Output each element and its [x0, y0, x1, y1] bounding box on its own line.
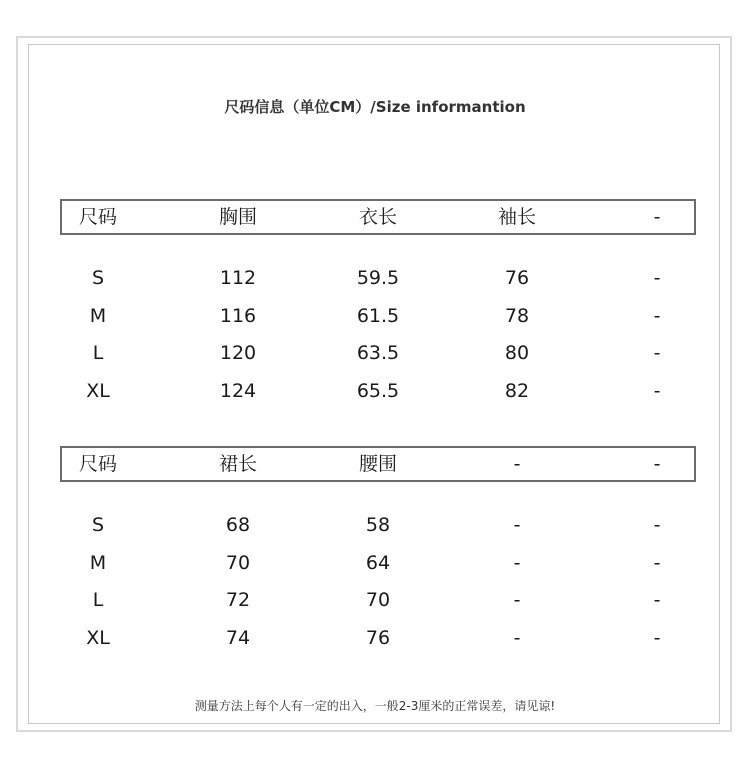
table2-extra1: -: [513, 589, 521, 611]
table2-header-waist: 腰围: [358, 453, 397, 475]
table2-header-extra1: -: [513, 453, 521, 475]
table2-size: S: [91, 514, 105, 536]
table2-size: XL: [86, 627, 110, 649]
table2-waist: 70: [365, 589, 391, 611]
table2-header-skirt-length: 裙长: [218, 453, 257, 475]
table2-extra1: -: [513, 552, 521, 574]
table1-size: L: [92, 342, 104, 364]
table1-header-sleeve: 袖长: [497, 206, 536, 228]
table2-header-extra2: -: [653, 453, 661, 475]
table1-extra: -: [653, 267, 661, 289]
table1-chest: 116: [219, 305, 257, 327]
table2-extra2: -: [653, 552, 661, 574]
page-title: 尺码信息（单位CM）/Size informantion: [224, 98, 526, 116]
table1-sleeve: 82: [504, 380, 530, 402]
table2-skirt-length: 68: [225, 514, 251, 536]
table1-size: M: [89, 305, 107, 327]
measurement-note: 测量方法上每个人有一定的出入，一般2-3厘米的正常误差，请见谅!: [194, 699, 556, 713]
table2-skirt-length: 74: [225, 627, 251, 649]
table2-size: M: [89, 552, 107, 574]
table2-extra2: -: [653, 627, 661, 649]
table1-chest: 120: [219, 342, 257, 364]
table2-extra2: -: [653, 589, 661, 611]
table1-length: 65.5: [356, 380, 400, 402]
table1-sleeve: 80: [504, 342, 530, 364]
table1-header-size: 尺码: [78, 206, 117, 228]
table2-skirt-length: 72: [225, 589, 251, 611]
table1-extra: -: [653, 305, 661, 327]
table2-extra1: -: [513, 627, 521, 649]
table1-length: 59.5: [356, 267, 400, 289]
table1-extra: -: [653, 342, 661, 364]
table2-waist: 76: [365, 627, 391, 649]
table2-waist: 58: [365, 514, 391, 536]
table2-skirt-length: 70: [225, 552, 251, 574]
table1-header-chest: 胸围: [218, 206, 257, 228]
table2-header-size: 尺码: [78, 453, 117, 475]
table1-size: S: [91, 267, 105, 289]
table1-extra: -: [653, 380, 661, 402]
table1-sleeve: 76: [504, 267, 530, 289]
table2-extra1: -: [513, 514, 521, 536]
table1-size: XL: [86, 380, 110, 402]
table1-length: 63.5: [356, 342, 400, 364]
table2-size: L: [92, 589, 104, 611]
table1-header-extra: -: [653, 206, 661, 228]
table1-length: 61.5: [356, 305, 400, 327]
table2-waist: 64: [365, 552, 391, 574]
table1-sleeve: 78: [504, 305, 530, 327]
table1-chest: 124: [219, 380, 257, 402]
table2-extra2: -: [653, 514, 661, 536]
table1-chest: 112: [219, 267, 257, 289]
table1-header-length: 衣长: [358, 206, 397, 228]
